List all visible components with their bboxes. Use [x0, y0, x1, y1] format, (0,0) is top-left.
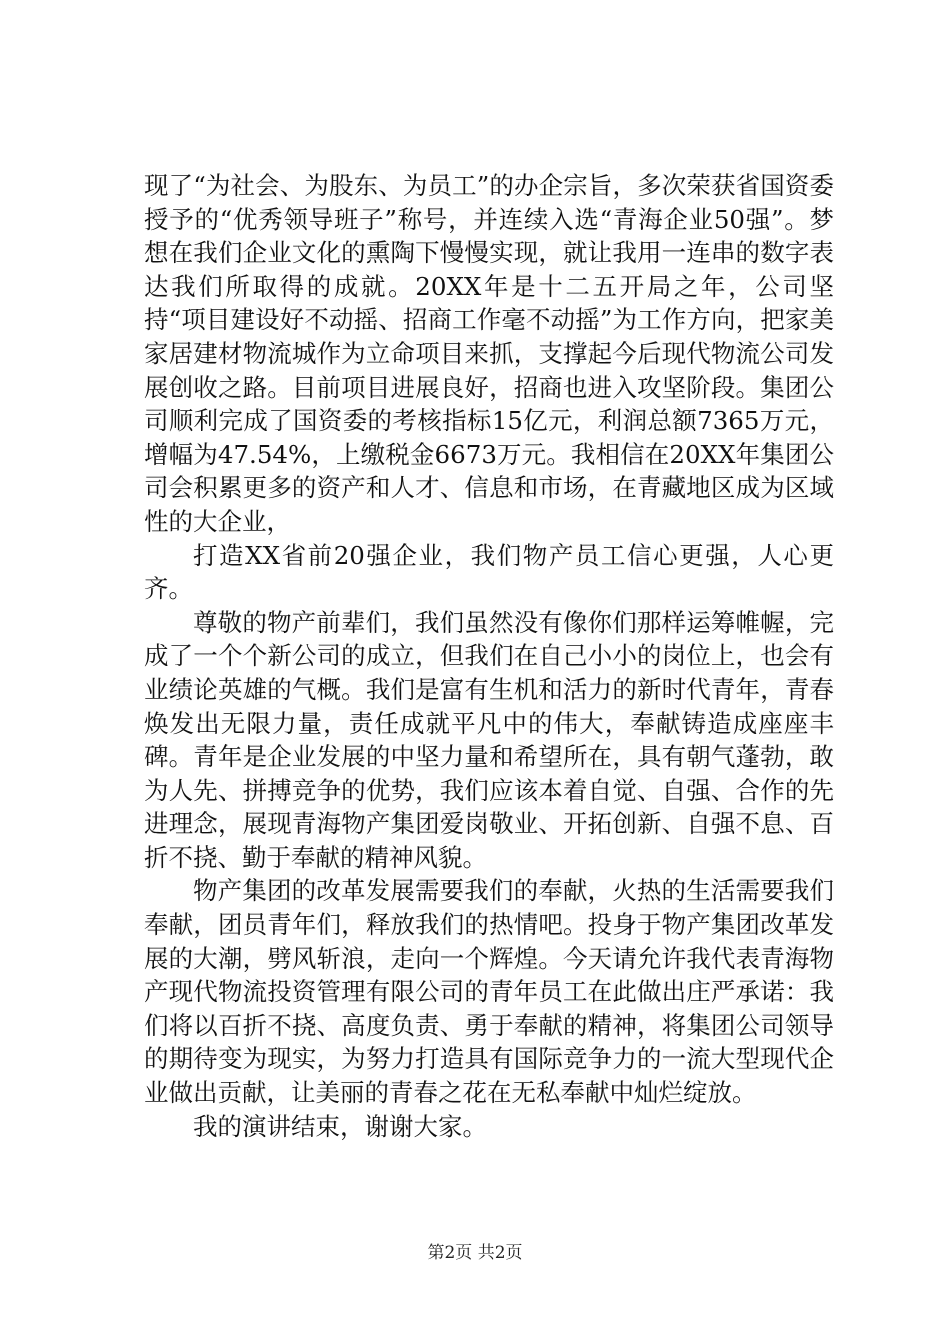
document-body: [144, 169, 834, 1143]
paragraph: 打造XX省前20强企业，我们物产员工信心更强，人心更齐。: [144, 540, 834, 604]
paragraph: 物产集团的改革发展需要我们的奉献，火热的生活需要我们奉献，团员青年们，释放我们的热情吧。投身于物产集团改革发展的大潮，劈风斩浪，走向一个辉煌。今天请允许我代表青海物产现代物流投资管理有限公司的青年员工在此做出庄严承诺：我们将以百折不挠、高度负责、勇于奉献的精神，将集团公司领导的期待变为现实，为努力打造具有国际竞争力的一流大型现代企业做出贡献，让美丽的青春之花在无私奉献中灿烂绽放。: [144, 876, 834, 1108]
page-number-footer: 第2页 共2页: [427, 1243, 523, 1263]
paragraph-closing: 我的演讲结束，谢谢大家。: [193, 1111, 487, 1141]
paragraph: 尊敬的物产前辈们，我们虽然没有像你们那样运筹帷幄，完成了一个个新公司的成立，但我们在自己小小的岗位上，也会有业绩论英雄的气概。我们是富有生机和活力的新时代青年，青春焕发出无限力量，责任成就平凡中的伟大，奉献铸造成座座丰碑。青年是企业发展的中坚力量和希望所在，具有朝气蓬勃，敢为人先、拼搏竞争的优势，我们应该本着自觉、自强、合作的先进理念，展现青海物产集团爱岗敬业、开拓创新、自强不息、百折不挠、勤于奉献的精神风貌。: [144, 607, 834, 872]
paragraph-continued: 现了“为社会、为股东、为员工”的办企宗旨，多次荣获省国资委授予的“优秀领导班子”称号，并连续入选“青海企业50强”。梦想在我们企业文化的熏陶下慢慢实现，就让我用一连串的数字表达我们所取得的成就。20XX年是十二五开局之年，公司坚持“项目建设好不动摇、招商工作毫不动摇”为工作方向，把家美家居建材物流城作为立命项目来抓，支撑起今后现代物流公司发展创收之路。目前项目进展良好，招商也进入攻坚阶段。集团公司顺利完成了国资委的考核指标15亿元，利润总额7365万元，增幅为47.54%，上缴税金6673万元。我相信在20XX年集团公司会积累更多的资产和人才、信息和市场，在青藏地区成为区域性的大企业，: [144, 171, 834, 536]
